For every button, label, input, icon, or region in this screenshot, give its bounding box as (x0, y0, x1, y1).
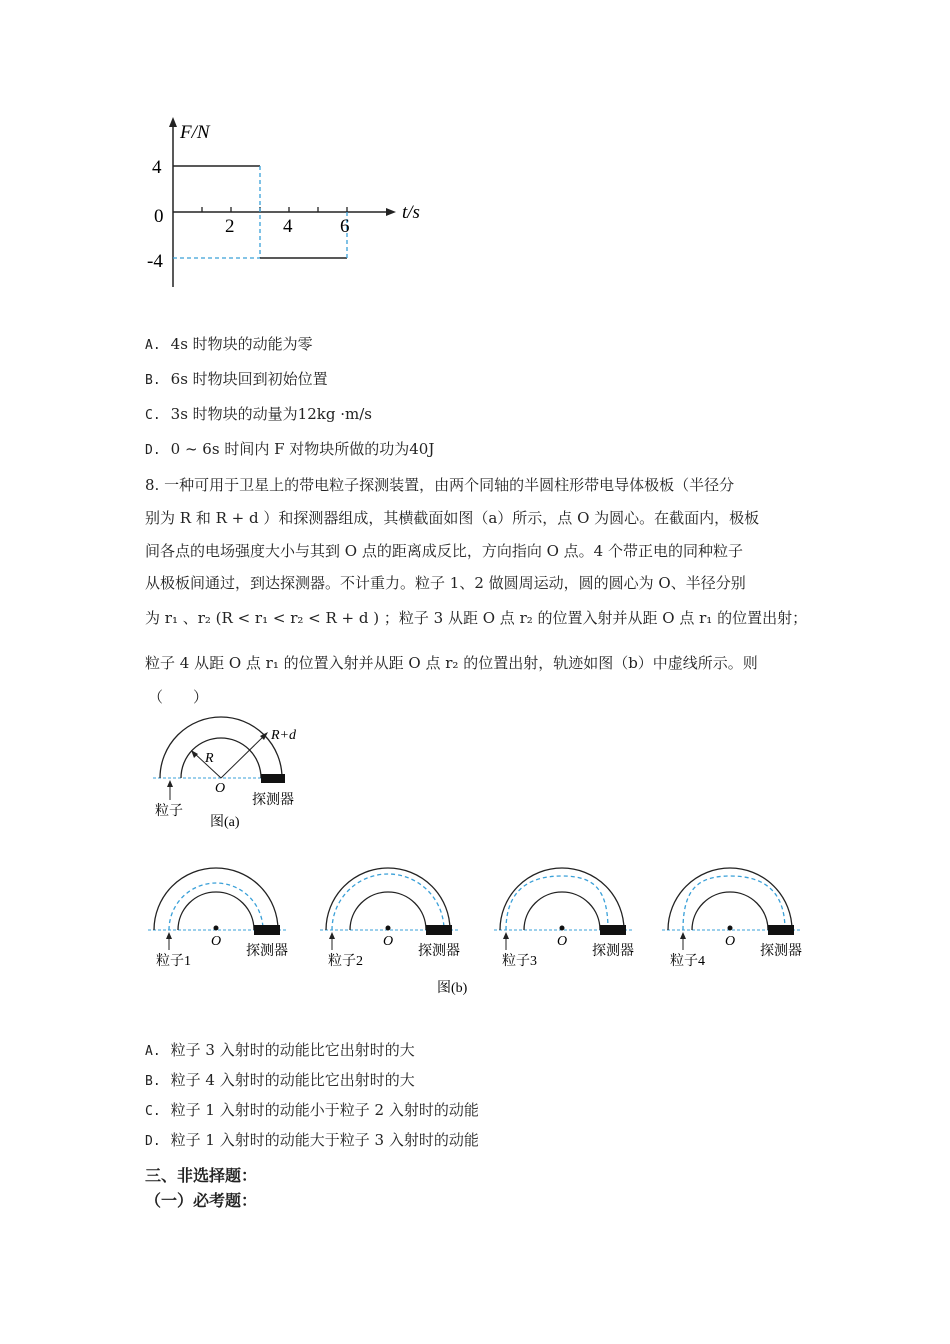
q8-option-d (145, 1129, 479, 1150)
y-axis-label: F/N (180, 122, 210, 143)
inner-plate (181, 738, 261, 778)
label-particle: 粒子1 (156, 954, 191, 969)
option-label: B. (145, 1074, 161, 1089)
option-label: A. (145, 1044, 161, 1059)
outer-plate (500, 868, 624, 930)
outer-plate (154, 868, 278, 930)
detector-block (426, 925, 452, 935)
label-particle: 粒子4 (670, 954, 705, 969)
caption-b: 图(b) (437, 981, 468, 996)
option-text: 粒子 4 入射时的动能比它出射时的大 (170, 1071, 415, 1089)
inner-plate (178, 892, 254, 930)
center-dot (560, 926, 565, 931)
option-label: C. (145, 1104, 161, 1119)
y-axis-arrow (169, 117, 177, 127)
label-particle: 粒子 (155, 804, 183, 819)
figure-a (148, 712, 328, 837)
detector-block (254, 925, 280, 935)
inner-plate (524, 892, 600, 930)
x-axis-label: t/s (402, 202, 420, 223)
label-o: O (383, 934, 394, 949)
figure-b-panel-1 (148, 868, 288, 969)
label-r-plus-d: R+d (271, 728, 296, 743)
q8-line-3: 间各点的电场强度大小与其到 O 点的距离成反比，方向指向 O 点。4 个带正电的同种粒子 (145, 542, 743, 560)
q7-option-b (145, 368, 328, 389)
arrowhead (191, 750, 198, 758)
option-text: 粒子 1 入射时的动能大于粒子 3 入射时的动能 (170, 1131, 479, 1149)
caption-a: 图(a) (210, 815, 240, 830)
q8-option-a (145, 1039, 415, 1060)
section-heading: 三、非选择题： (145, 1166, 258, 1185)
label-particle: 粒子2 (328, 954, 363, 969)
figure-b-panel-4 (662, 868, 802, 969)
q7-option-d (145, 438, 434, 459)
outer-plate (668, 868, 792, 930)
option-label: C. (145, 408, 161, 423)
label-detector: 探测器 (246, 944, 288, 959)
outer-plate (160, 717, 282, 778)
label-o: O (215, 781, 226, 796)
q7-option-a (145, 333, 313, 354)
q8-line-2: 别为 R 和 R + d ）和探测器组成，其横截面如图（a）所示，点 O 为圆心。在截面内，极板 (145, 509, 760, 527)
label-detector: 探测器 (760, 944, 802, 959)
option-text: 3s 时物块的动量为12kg ·m/s (170, 405, 372, 423)
label-o: O (557, 934, 568, 949)
label-detector: 探测器 (418, 944, 460, 959)
q8-line-6: 粒子 4 从距 O 点 r₁ 的位置入射并从距 O 点 r₂ 的位置出射，轨迹如图（b）中虚线所示。则 (145, 654, 758, 672)
q8-option-b (145, 1069, 415, 1090)
detector-block (261, 774, 285, 783)
option-label: D. (145, 1134, 161, 1149)
x-tick-4: 4 (283, 216, 293, 237)
x-axis-arrow (386, 208, 396, 216)
y-tick-neg4: -4 (147, 251, 163, 272)
label-o: O (725, 934, 736, 949)
arrowhead (167, 780, 173, 787)
detector-block (600, 925, 626, 935)
inner-plate (692, 892, 768, 930)
figure-b-panel-2 (320, 868, 460, 969)
arrowhead (329, 932, 335, 939)
center-dot (386, 926, 391, 931)
q8-line-5: 为 r₁ 、r₂ (R < r₁ < r₂ < R + d ) ；粒子 3 从距 O 点 r₂ 的位置入射并从距 O 点 r₁ 的位置出射； (145, 609, 808, 627)
y-tick-4: 4 (152, 157, 162, 178)
option-label: D. (145, 443, 161, 458)
label-detector: 探测器 (252, 793, 294, 808)
outer-radius-arrow (221, 734, 266, 778)
force-time-graph (140, 112, 440, 292)
center-dot (214, 926, 219, 931)
q8-option-c (145, 1099, 479, 1120)
detector-block (768, 925, 794, 935)
option-text: 4s 时物块的动能为零 (170, 335, 313, 353)
arrowhead (503, 932, 509, 939)
label-detector: 探测器 (592, 944, 634, 959)
option-text: 0 ~ 6s 时间内 F 对物块所做的功为40J (170, 440, 435, 458)
q8-line-4: 从极板间通过，到达探测器。不计重力。粒子 1、2 做圆周运动，圆的圆心为 O、半径分别 (145, 574, 746, 592)
figure-b (140, 860, 820, 1000)
label-particle: 粒子3 (502, 954, 537, 969)
x-tick-6: 6 (340, 216, 350, 237)
label-r: R (205, 751, 214, 766)
particle-trajectory (683, 876, 785, 930)
outer-plate (326, 868, 450, 930)
option-text: 粒子 3 入射时的动能比它出射时的大 (170, 1041, 415, 1059)
option-label: B. (145, 373, 161, 388)
q8-line-1: 8. 一种可用于卫星上的带电粒子探测装置，由两个同轴的半圆柱形带电导体极板（半径分 (145, 476, 735, 494)
particle-trajectory (506, 876, 608, 930)
arrowhead (166, 932, 172, 939)
label-o: O (211, 934, 222, 949)
center-dot (728, 926, 733, 931)
y-tick-0: 0 (154, 206, 164, 227)
option-text: 粒子 1 入射时的动能小于粒子 2 入射时的动能 (170, 1101, 479, 1119)
q7-option-c (145, 403, 372, 424)
figure-b-panel-3 (494, 868, 634, 969)
particle-trajectory (169, 883, 263, 930)
x-tick-2: 2 (225, 216, 235, 237)
option-label: A. (145, 338, 161, 353)
option-text: 6s 时物块回到初始位置 (170, 370, 328, 388)
arrowhead (680, 932, 686, 939)
inner-plate (350, 892, 426, 930)
subsection-heading: （一）必考题： (145, 1191, 258, 1210)
q8-answer-paren: （ ） (148, 688, 209, 706)
